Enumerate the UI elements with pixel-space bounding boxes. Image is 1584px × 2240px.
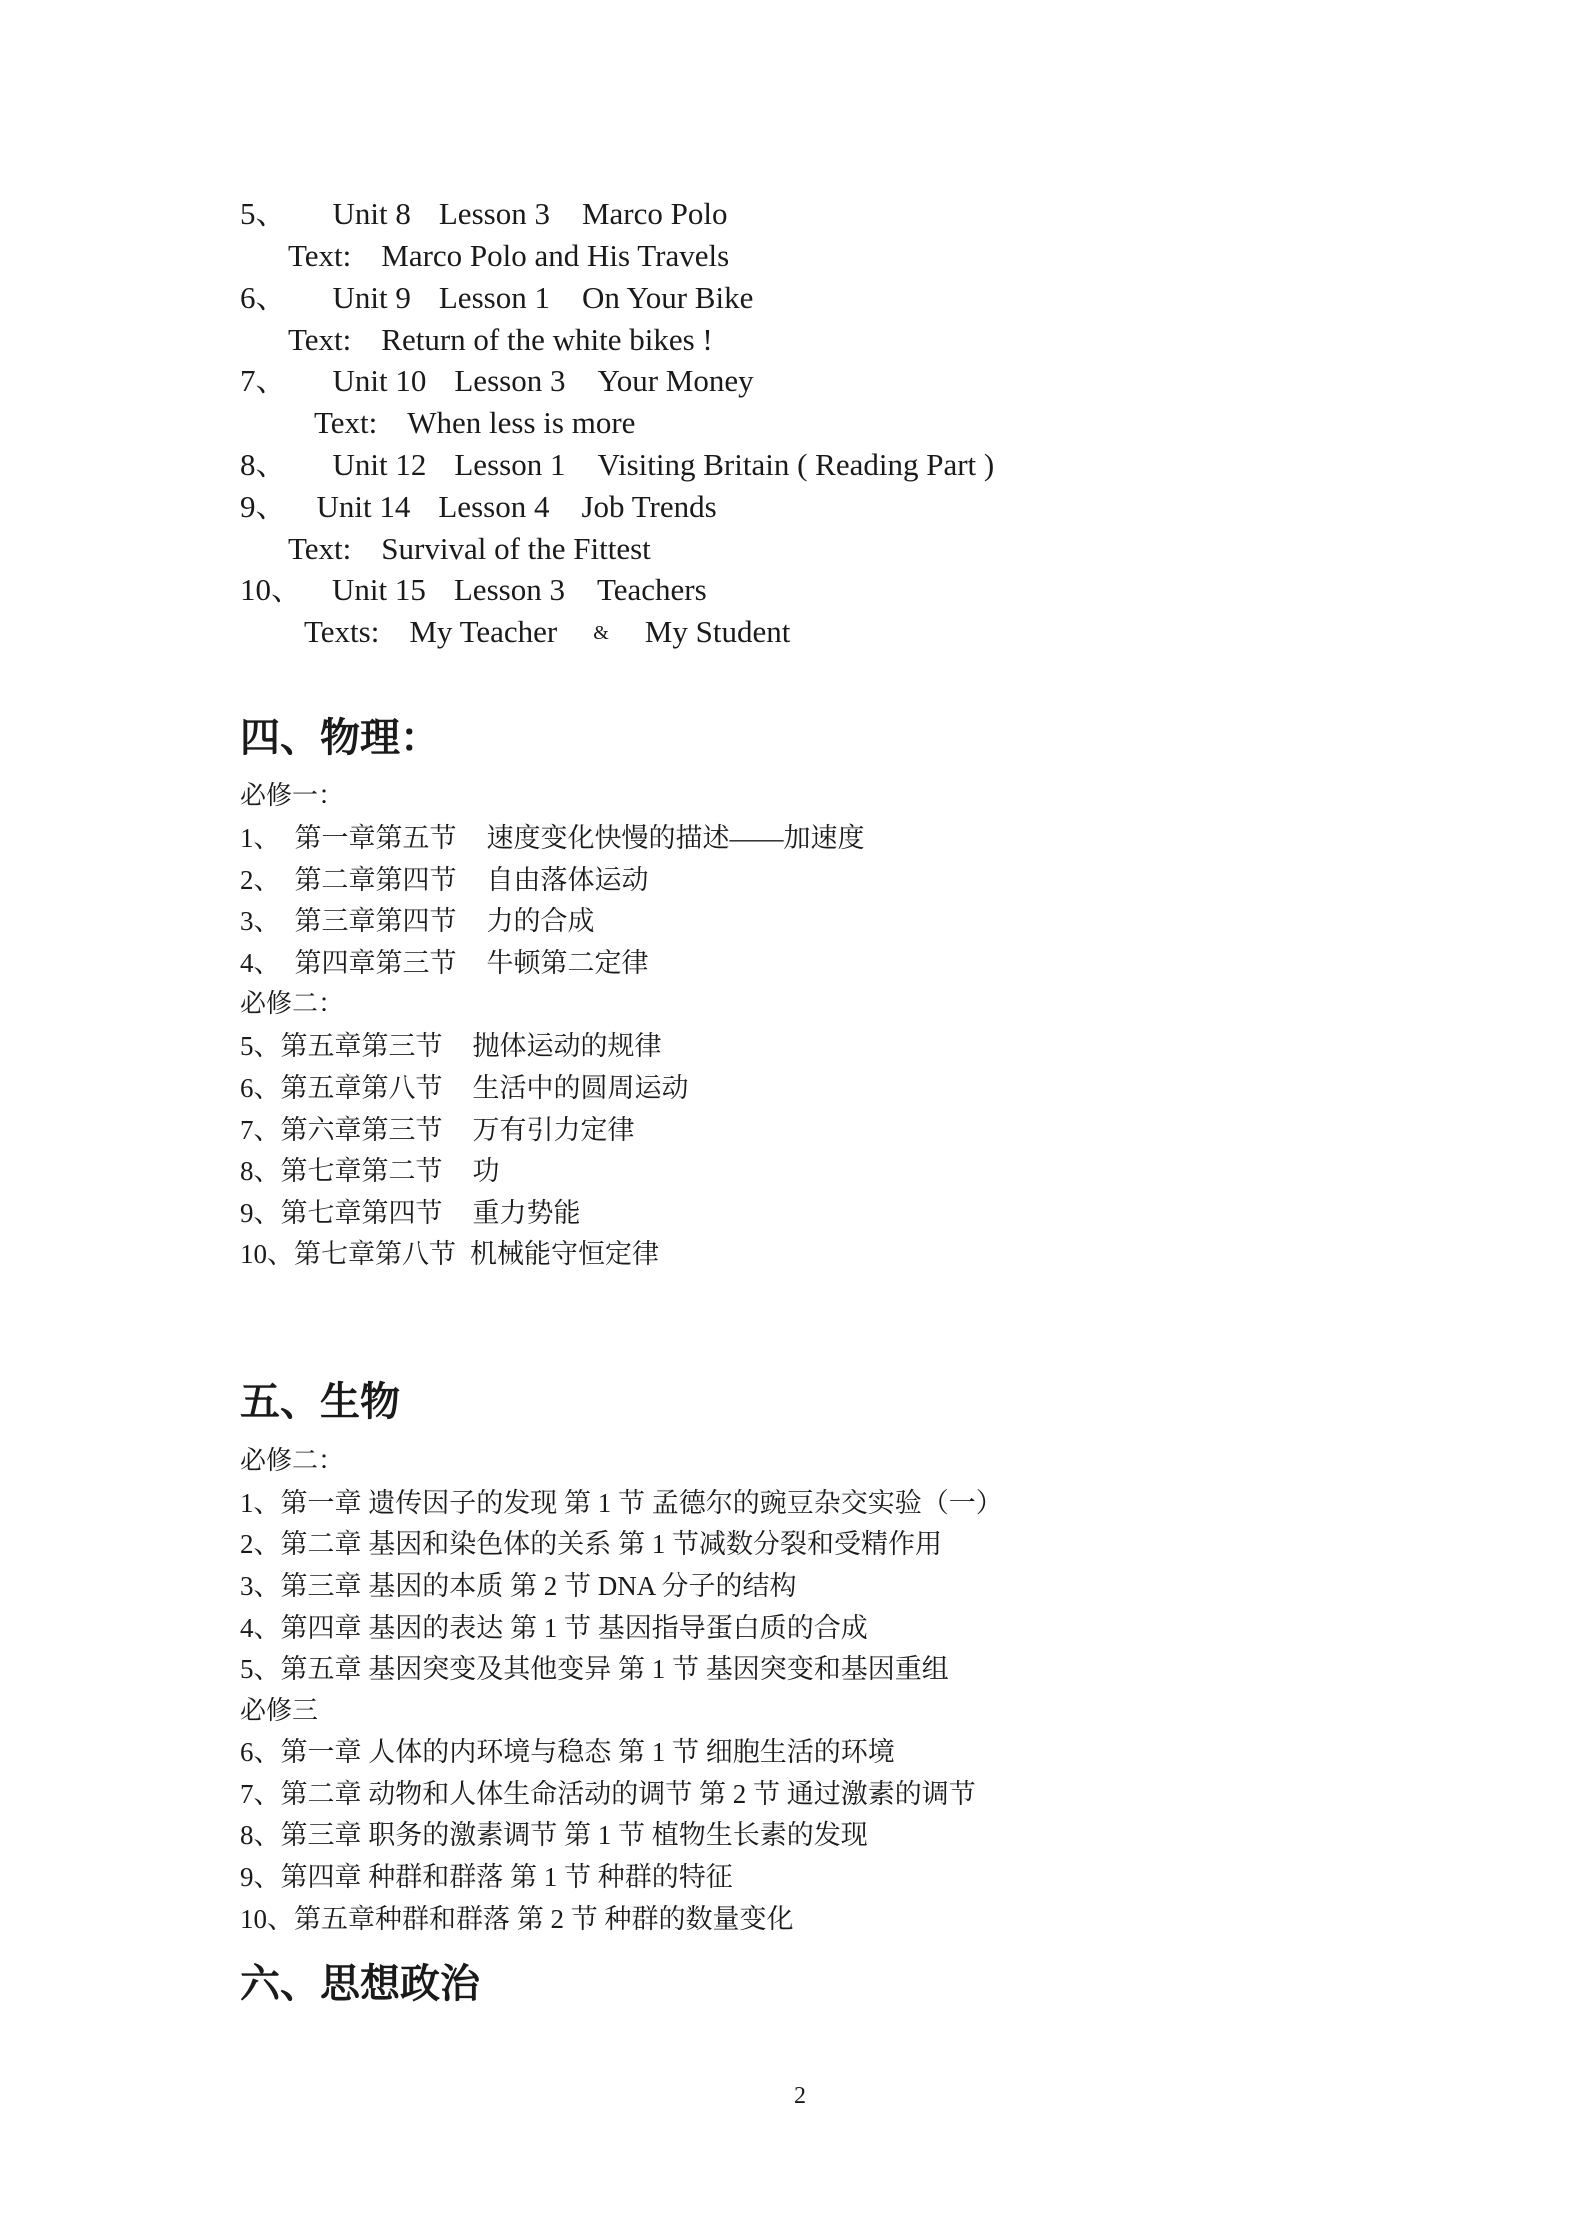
english-text-7 [314,403,635,443]
topic: 抛体运动的规律 [472,1031,662,1061]
unit-label: Unit 9 [332,280,411,315]
lesson-label: Lesson 4 [438,489,550,524]
item-number: 8、 [240,1156,281,1186]
unit-label: Unit 8 [332,196,411,231]
physics-item [240,1151,500,1191]
topic: 机械能守恒定律 [470,1239,659,1269]
biology-item: 4、第四章 基因的表达 第 1 节 基因指导蛋白质的合成 [240,1613,868,1643]
item-number: 3、 [240,906,281,936]
politics-heading: 六、思想政治 [240,1961,480,2007]
chapter: 第七章第八节 [294,1239,456,1269]
text-title: Marco Polo and His Travels [381,238,730,273]
topic: 重力势能 [472,1198,581,1228]
text-label: Text: [288,238,352,273]
physics-heading: 四、物理： [240,715,440,761]
item-number: 9、 [240,489,287,524]
topic: 力的合成 [486,906,595,936]
chapter: 第三章第四节 [294,906,457,936]
lesson-title: On Your Bike [581,280,754,315]
text-label: Text: [288,531,352,566]
physics-item [240,901,595,941]
item-number: 8、 [240,447,287,482]
chapter: 第五章第八节 [280,1073,443,1103]
english-item-8 [240,445,994,485]
text-title: When less is more [407,405,636,440]
item-number: 7、 [240,1115,281,1145]
text-title-b: My Student [644,614,791,649]
lesson-label: Lesson 1 [438,280,550,315]
lesson-title: Marco Polo [581,196,728,231]
unit-label: Unit 14 [316,489,411,524]
lesson-title: Visiting Britain ( Reading Part ) [597,447,995,482]
physics-item [240,860,649,900]
item-number: 2、 [240,865,281,895]
text-label: Text: [288,322,352,357]
english-item-7 [240,361,754,401]
biology-item: 5、第五章 基因突变及其他变异 第 1 节 基因突变和基因重组 [240,1654,949,1684]
page-number: 2 [794,2083,806,2109]
physics-item [240,1193,581,1233]
lesson-label: Lesson 3 [453,572,565,607]
item-number: 6、 [240,1073,281,1103]
item-number: 6、 [240,280,287,315]
item-number: 9、 [240,1198,281,1228]
chapter: 第二章第四节 [294,865,457,895]
english-text-5 [288,236,729,276]
physics-group-label: 必修一： [240,781,345,810]
text-title-a: My Teacher [409,614,558,649]
item-number: 4、 [240,948,281,978]
biology-item: 10、第五章种群和群落 第 2 节 种群的数量变化 [240,1904,794,1934]
text-label: Texts: [304,614,380,649]
physics-item [240,1234,659,1274]
topic: 功 [472,1156,500,1186]
english-text-9 [288,529,651,569]
item-number: 7、 [240,363,287,398]
unit-label: Unit 15 [332,572,426,607]
item-number: 5、 [240,196,287,231]
physics-item [240,943,649,983]
english-text-6 [288,320,713,360]
chapter: 第六章第三节 [280,1115,443,1145]
item-number: 10、 [240,572,302,607]
chapter: 第五章第三节 [280,1031,443,1061]
topic: 牛顿第二定律 [486,948,649,978]
item-number: 10、 [240,1239,294,1269]
lesson-label: Lesson 3 [438,196,550,231]
biology-item: 3、第三章 基因的本质 第 2 节 DNA 分子的结构 [240,1571,797,1601]
physics-item [240,1068,689,1108]
english-text-10 [304,612,790,652]
item-number: 5、 [240,1031,281,1061]
lesson-title: Teachers [596,572,707,607]
lesson-label: Lesson 1 [454,447,566,482]
item-number: 1、 [240,823,281,853]
topic: 生活中的圆周运动 [472,1073,689,1103]
unit-label: Unit 10 [332,363,427,398]
biology-item: 6、第一章 人体的内环境与稳态 第 1 节 细胞生活的环境 [240,1737,895,1767]
physics-group-label: 必修二： [240,989,345,1018]
english-item-10 [240,570,707,610]
biology-item: 7、第二章 动物和人体生命活动的调节 第 2 节 通过激素的调节 [240,1779,976,1809]
topic: 速度变化快慢的描述——加速度 [486,823,865,853]
biology-group-label: 必修二： [240,1446,345,1475]
chapter: 第七章第四节 [280,1198,443,1228]
english-item-9 [240,487,717,527]
biology-group-label: 必修三 [240,1696,319,1725]
topic: 万有引力定律 [472,1115,635,1145]
biology-item: 8、第三章 职务的激素调节 第 1 节 植物生长素的发现 [240,1820,868,1850]
biology-item: 9、第四章 种群和群落 第 1 节 种群的特征 [240,1862,733,1892]
lesson-label: Lesson 3 [454,363,566,398]
biology-item: 2、第二章 基因和染色体的关系 第 1 节减数分裂和受精作用 [240,1529,942,1559]
biology-item: 1、第一章 遗传因子的发现 第 1 节 孟德尔的豌豆杂交实验（一） [240,1488,1003,1518]
topic: 自由落体运动 [486,865,649,895]
chapter: 第四章第三节 [294,948,457,978]
unit-label: Unit 12 [332,447,427,482]
text-label: Text: [314,405,378,440]
physics-item [240,1026,662,1066]
english-item-6 [240,278,753,318]
text-title: Return of the white bikes ! [381,322,713,357]
biology-heading: 五、生物 [240,1379,400,1425]
text-title: Survival of the Fittest [381,531,651,566]
chapter: 第一章第五节 [294,823,457,853]
english-item-5 [240,194,727,234]
physics-item [240,1110,635,1150]
lesson-title: Your Money [597,363,754,398]
chapter: 第七章第二节 [280,1156,443,1186]
physics-item [240,818,865,858]
lesson-title: Job Trends [581,489,717,524]
ampersand: & [593,622,609,644]
